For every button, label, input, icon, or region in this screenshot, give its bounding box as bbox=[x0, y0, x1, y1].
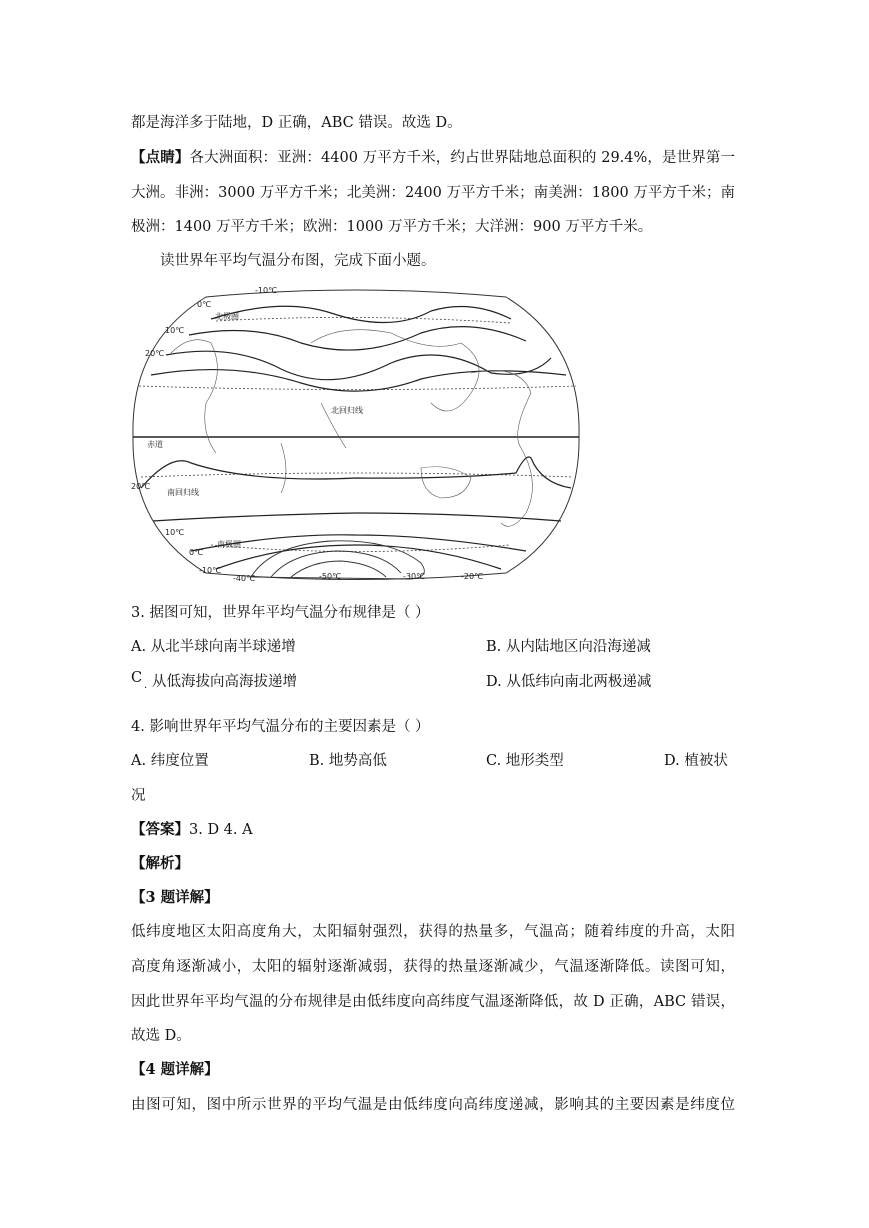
antarctic-circle bbox=[211, 545, 509, 552]
label-equator: 赤道 bbox=[147, 440, 163, 449]
continent-outline bbox=[281, 443, 286, 493]
arctic-circle bbox=[216, 317, 511, 323]
label-20c-s: 20℃ bbox=[131, 482, 151, 491]
q4-option-d: D. 植被状 bbox=[664, 753, 728, 769]
label-m40: -40℃ bbox=[233, 574, 256, 583]
label-m20: -20℃ bbox=[461, 572, 484, 581]
label-m30: -30℃ bbox=[403, 572, 426, 581]
q4-detail-line: 由图可知，图中所示世界的平均气温是由低纬度向高纬度递减，影响其的主要因素是纬度位 bbox=[131, 1097, 735, 1113]
continent-outline bbox=[421, 467, 471, 498]
q3-option-a: A. 从北半球向南半球递增 bbox=[131, 639, 296, 655]
question-intro: 读世界年平均气温分布图，完成下面小题。 bbox=[160, 253, 436, 269]
isotherm-n0 bbox=[189, 327, 526, 350]
text-line: 大洲。非洲：3000 万平方千米；北美洲：2400 万平方千米；南美洲：1800 万平方千米；南 bbox=[131, 185, 735, 201]
question-4-stem: 4. 影响世界年平均气温分布的主要因素是（ ） bbox=[131, 719, 430, 735]
tropic-north bbox=[139, 386, 576, 390]
isotherm-n10 bbox=[166, 351, 551, 379]
tip-line bbox=[131, 146, 735, 167]
tip-text: 各大洲面积：亚洲：4400 万平方千米，约占世界陆地总面积的 29.4%，是世界第一 bbox=[189, 150, 735, 166]
q4-option-a: A. 纬度位置 bbox=[131, 753, 209, 769]
q3-detail-line: 低纬度地区太阳高度角大，太阳辐射强烈，获得的热量多，气温高；随着纬度的升高，太阳 bbox=[131, 924, 735, 940]
label-10c-s: 10℃ bbox=[165, 528, 185, 537]
text-line: 都是海洋多于陆地，D 正确，ABC 错误。故选 D。 bbox=[131, 115, 462, 131]
q4-option-c: C. 地形类型 bbox=[486, 753, 564, 769]
isotherm-n-10 bbox=[211, 306, 511, 322]
q3-option-c-letter: C bbox=[131, 670, 143, 686]
tip-label: 【点睛】 bbox=[131, 149, 190, 166]
question-3-stem: 3. 据图可知，世界年平均气温分布规律是（ ） bbox=[131, 605, 430, 621]
label-0c: 0℃ bbox=[197, 300, 212, 309]
label-m50: -50℃ bbox=[319, 572, 342, 581]
continent-outline bbox=[471, 371, 532, 527]
isotherm-s10 bbox=[153, 513, 561, 521]
q3-option-b: B. 从内陆地区向沿海递减 bbox=[486, 639, 651, 655]
answer-line bbox=[131, 818, 253, 839]
world-temperature-map bbox=[131, 283, 581, 585]
answer-label: 【答案】 bbox=[131, 821, 189, 838]
text-line: 极洲：1400 万平方千米；欧洲：1000 万平方千米；大洋洲：900 万平方千米。 bbox=[131, 219, 653, 235]
q3-detail-line: 故选 D。 bbox=[131, 1028, 191, 1044]
answer-value: 3. D 4. A bbox=[189, 822, 253, 838]
isotherm-s20 bbox=[141, 457, 571, 488]
q3-detail-title: 【3 题详解】 bbox=[131, 889, 219, 906]
label-antarctic: 南极圈 bbox=[217, 540, 241, 549]
continent-outline bbox=[171, 340, 217, 453]
q4-detail-title: 【4 题详解】 bbox=[131, 1061, 219, 1078]
q3-option-c: 从低海拔向高海拔递增 bbox=[152, 674, 297, 690]
analysis-title: 【解析】 bbox=[131, 855, 189, 872]
label-10c: 10℃ bbox=[165, 326, 185, 335]
q3-detail-line: 高度角逐渐减小，太阳的辐射逐渐减弱，获得的热量逐渐减少，气温逐渐降低。读图可知， bbox=[131, 959, 735, 975]
label-20c: 20℃ bbox=[145, 349, 165, 358]
continent-outline bbox=[311, 330, 479, 411]
q3-option-d: D. 从低纬向南北两极递减 bbox=[486, 674, 652, 690]
q4-option-d-cont: 况 bbox=[131, 788, 146, 804]
label-tropic-s: 南回归线 bbox=[167, 488, 199, 497]
q4-option-b: B. 地势高低 bbox=[309, 753, 387, 769]
label-m10-s: -10℃ bbox=[199, 566, 222, 575]
label-m10-top: -10℃ bbox=[255, 286, 278, 295]
isotherm-s0 bbox=[191, 535, 526, 551]
q3-detail-line: 因此世界年平均气温的分布规律是由低纬度向高纬度气温逐渐降低，故 D 正确，ABC 错误， bbox=[131, 994, 735, 1010]
isotherm-s-10 bbox=[216, 545, 501, 569]
stray-dot: · bbox=[144, 683, 148, 694]
label-tropic-n: 北回归线 bbox=[331, 406, 363, 415]
label-arctic: 北极圈 bbox=[215, 312, 239, 321]
label-0c-s: 0℃ bbox=[189, 548, 204, 557]
